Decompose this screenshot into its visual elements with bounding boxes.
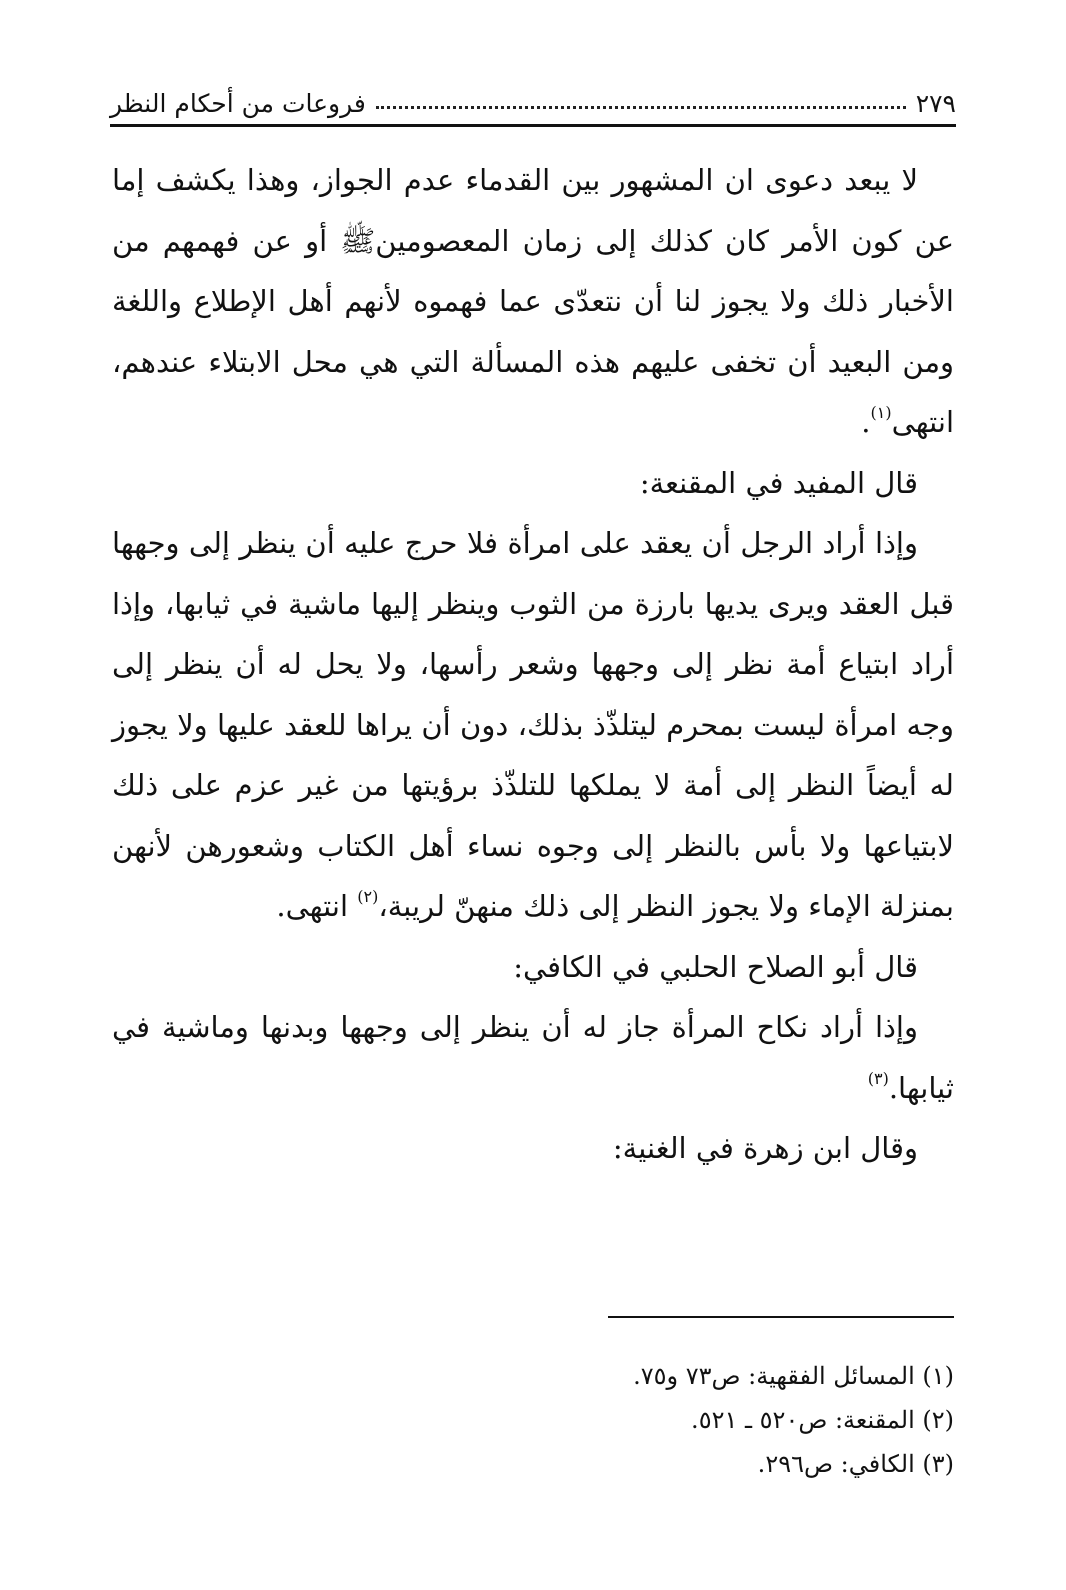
paragraph-text: وإذا أراد نكاح المرأة جاز له أن ينظر إلى وجهها وبدنها وماشية في ثيابها.	[112, 1010, 954, 1105]
footnote-3: (٣) الكافي: ص٢٩٦.	[757, 1450, 954, 1478]
page-number: ٢٧٩	[915, 89, 956, 118]
leader-dots	[376, 106, 906, 109]
chapter-title: فروعات من أحكام النظر	[110, 89, 366, 118]
footnote-separator	[608, 1316, 954, 1318]
paragraph-kafi-quote	[112, 997, 954, 1118]
sentence-end: .	[861, 405, 871, 439]
footnote-1: (١) المسائل الفقهية: ص٧٣ و٧٥.	[633, 1362, 954, 1390]
paragraph-text: وإذا أراد الرجل أن يعقد على امرأة فلا حرج عليه أن ينظر إلى وجهها قبل العقد ويرى يديها بارزة من الثوب وينظر إليها ماشية في ثيابها، وإذا أراد ابتياع أمة نظر إلى وجهها وشعر رأسها، ولا يحل له أن ينظر إلى وجه امرأة ليست بمحرم ليتلذّذ بذلك، دون أن يراها للعقد عليها ولا يجوز له أيضاً النظر إلى أمة لا يملكها للتلذّذ برؤيتها من غير عزم على ذلك لابتياعها ولا بأس بالنظر إلى وجوه نساء أهل الكتاب وشعورهن لأنهن بمنزلة الإماء ولا يجوز النظر إلى ذلك منهنّ لريبة،	[112, 526, 954, 923]
footnotes	[112, 1354, 954, 1486]
footnote-ref-1: (١)	[870, 403, 892, 422]
paragraph-text: لا يبعد دعوى ان المشهور بين القدماء عدم الجواز، وهذا يكشف إما عن كون الأمر كان كذلك إلى زمان المعصومينﷺ أو عن فهمهم من الأخبار ذلك ولا يجوز لنا أن نتعدّى عما فهموه لأنهم أهل الإطلاع واللغة ومن البعيد أن تخفى عليهم هذه المسألة التي هي محل الابتلاء عندهم، انتهى	[112, 163, 954, 439]
footnote-2: (٢) المقنعة: ص٥٢٠ ـ ٥٢١.	[691, 1406, 954, 1434]
source-heading-mufid: قال المفيد في المقنعة:	[639, 465, 918, 500]
running-head	[110, 70, 956, 116]
paragraph-quote-end	[112, 150, 954, 453]
source-heading-zuhra: وقال ابن زهرة في الغنية:	[612, 1131, 918, 1165]
source-heading-halabi: قال أبو الصلاح الحلبي في الكافي:	[513, 949, 918, 984]
footnote-ref-3: (٣)	[867, 1068, 889, 1088]
main-text	[112, 150, 954, 1179]
header-rule	[110, 124, 956, 127]
footnote-ref-2: (٢)	[357, 887, 379, 906]
paragraph-end-word: انتهى.	[276, 889, 349, 923]
paragraph-muqnia-quote	[112, 513, 954, 937]
